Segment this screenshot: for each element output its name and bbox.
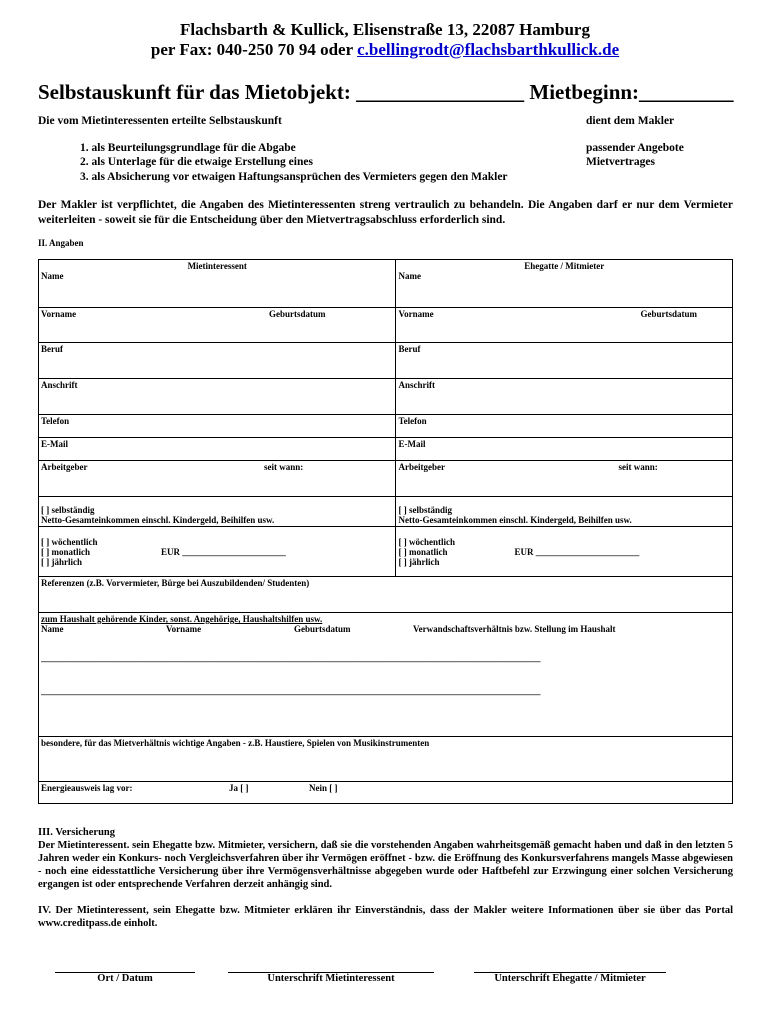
spouse-name-label: Name [398,271,421,281]
contact-line [0,40,770,60]
energieausweis-ja-checkbox[interactable]: Ja [ ] [229,783,249,793]
applicant-woechentlich-checkbox[interactable]: [ ] wöchentlich [41,537,98,547]
spouse-anschrift-label: Anschrift [398,380,435,390]
spouse-jaehrlich-checkbox[interactable]: [ ] jährlich [398,557,440,567]
applicant-name-cell[interactable] [39,260,396,308]
besondere-cell[interactable] [39,737,733,782]
section-3-title: III. Versicherung [38,827,116,838]
section-2-title: II. Angaben [38,238,84,248]
applicant-arbeitgeber-cell[interactable] [39,461,396,497]
energieausweis-cell [39,782,733,804]
applicant-telefon-cell[interactable] [39,415,396,438]
fax-label: per Fax: 040-250 70 94 oder [150,40,358,59]
spouse-seit-wann-label: seit wann: [618,462,658,472]
applicant-income-cell [39,497,396,577]
intro-item-2: 2. als Unterlage für die etwaige Erstellung eines [80,156,313,168]
spouse-telefon-label: Telefon [398,416,427,426]
referenzen-label: Referenzen (z.B. Vorvermieter, Bürge bei Auszubildenden/ Studenten) [41,578,310,588]
signature-ort-datum[interactable] [55,972,195,984]
haushalt-line-2[interactable]: _______________________________________________________________________________________________________________ [41,686,541,696]
referenzen-cell[interactable] [39,577,733,613]
spouse-anschrift-cell[interactable] [396,379,733,415]
intro-item-1: 1. als Beurteilungsgrundlage für die Abgabe [80,142,296,154]
haushalt-line-1[interactable]: _______________________________________________________________________________________________________________ [41,653,541,663]
intro-right-item-1: passender Angebote [586,142,684,154]
applicant-anschrift-label: Anschrift [41,380,78,390]
energieausweis-label: Energieausweis lag vor: [41,783,133,793]
spouse-income-cell [396,497,733,577]
applicant-selbststaendig-checkbox[interactable]: [ ] selbständig [41,505,95,515]
angaben-table [38,259,733,804]
confidentiality-text: Der Makler ist verpflichtet, die Angaben des Mietinteressenten streng vertraulich zu behandeln. Die Angaben darf er nur dem Vermieter weiterleiten - soweit sie für die Entscheidung über den Mietvertragsabschluss erforderlich sind. [38,199,733,226]
spouse-selbststaendig-checkbox[interactable]: [ ] selbständig [398,505,452,515]
applicant-monatlich-checkbox[interactable]: [ ] monatlich [41,547,90,557]
page-title: Selbstauskunft für das Mietobjekt: ________________ Mietbeginn:_________ [38,80,734,104]
signature-ehegatte[interactable] [474,972,666,984]
applicant-eur-field[interactable]: EUR _______________________ [161,547,286,557]
signature-mieter-label: Unterschrift Mietinteressent [267,973,395,984]
applicant-email-label: E-Mail [41,439,68,449]
applicant-vorname-cell[interactable] [39,308,396,343]
spouse-email-label: E-Mail [398,439,426,449]
haushalt-title: zum Haushalt gehörende Kinder, sonst. Angehörige, Haushaltshilfen usw. [41,614,323,624]
besondere-label: besondere, für das Mietverhältnis wichtige Angaben - z.B. Haustiere, Spielen von Musikinstrumenten [41,738,430,748]
applicant-beruf-cell[interactable] [39,343,396,379]
applicant-name-label: Name [41,271,64,281]
applicant-telefon-label: Telefon [41,416,70,426]
spouse-arbeitgeber-cell[interactable] [396,461,733,497]
haushalt-verwandt-label: Verwandschaftsverhältnis bzw. Stellung im Haushalt [413,624,616,634]
spouse-name-cell[interactable] [396,260,733,308]
signature-ort-label: Ort / Datum [97,973,153,984]
haushalt-vorname-label: Vorname [166,624,202,634]
spouse-beruf-label: Beruf [398,344,421,354]
signature-ehegatte-label: Unterschrift Ehegatte / Mitmieter [494,973,646,984]
applicant-anschrift-cell[interactable] [39,379,396,415]
spouse-eur-field[interactable]: EUR _______________________ [514,547,640,557]
spouse-vorname-cell[interactable] [396,308,733,343]
applicant-vorname-label: Vorname [41,309,77,319]
intro-right: dient dem Makler [586,115,675,127]
spouse-geburtsdatum-label: Geburtsdatum [640,309,697,319]
signature-mieter[interactable] [228,972,434,984]
spouse-monatlich-checkbox[interactable]: [ ] monatlich [398,547,448,557]
applicant-arbeitgeber-label: Arbeitgeber [41,462,88,472]
applicant-column-header: Mietinteressent [187,261,247,271]
haushalt-cell[interactable] [39,613,733,737]
haushalt-name-label: Name [41,624,64,634]
intro-right-item-2: Mietvertrages [586,156,655,168]
haushalt-geburtsdatum-label: Geburtsdatum [294,624,351,634]
section-4-text: IV. Der Mietinteressent, sein Ehegatte bzw. Mitmieter erklären ihr Einverständnis, dass der Makler weitere Informationen über sie über das Portal www.creditpass.de einholt. [38,905,733,929]
applicant-email-cell[interactable] [39,438,396,461]
intro-item-3: 3. als Absicherung vor etwaigen Haftungsansprüchen des Vermieters gegen den Makler [80,171,508,183]
applicant-netto-label: Netto-Gesamteinkommen einschl. Kindergeld, Beihilfen usw. [39,515,395,527]
spouse-column-header: Ehegatte / Mitmieter [524,261,605,271]
company-address: Flachsbarth & Kullick, Elisenstraße 13, 22087 Hamburg [180,20,590,39]
spouse-vorname-label: Vorname [398,309,434,319]
intro-left: Die vom Mietinteressenten erteilte Selbstauskunft [38,115,282,127]
applicant-jaehrlich-checkbox[interactable]: [ ] jährlich [41,557,82,567]
applicant-geburtsdatum-label: Geburtsdatum [269,309,326,319]
spouse-telefon-cell[interactable] [396,415,733,438]
spouse-woechentlich-checkbox[interactable]: [ ] wöchentlich [398,537,455,547]
email-link[interactable]: c.bellingrodt@flachsbarthkullick.de [357,40,620,59]
applicant-beruf-label: Beruf [41,344,63,354]
section-3 [38,826,733,891]
spouse-beruf-cell[interactable] [396,343,733,379]
spouse-netto-label: Netto-Gesamteinkommen einschl. Kindergeld, Beihilfen usw. [396,515,732,527]
spouse-arbeitgeber-label: Arbeitgeber [398,462,445,472]
applicant-seit-wann-label: seit wann: [264,462,304,472]
spouse-email-cell[interactable] [396,438,733,461]
section-3-text: Der Mietinteressent. sein Ehegatte bzw. Mitmieter, versichern, daß sie die vorstehenden Angaben wahrheitsgemäß gemacht haben und daß in den letzten 5 Jahren weder ein Konkurs- noch Vergleichsverfahren über ihr Vermögen eröffnet - bzw. die Eröffnung des Konkursverfahrens mangels Masse abgewiesen - noch eine eidesstattliche Versicherung über ihre Vermögensverhältnisse abgegeben wurde oder Haftbefehl zur Erzwingung einer solchen Versicherung ergangen ist oder entsprechende Verfahren derzeit anhängig sind. [38,840,733,890]
energieausweis-nein-checkbox[interactable]: Nein [ ] [309,783,338,793]
